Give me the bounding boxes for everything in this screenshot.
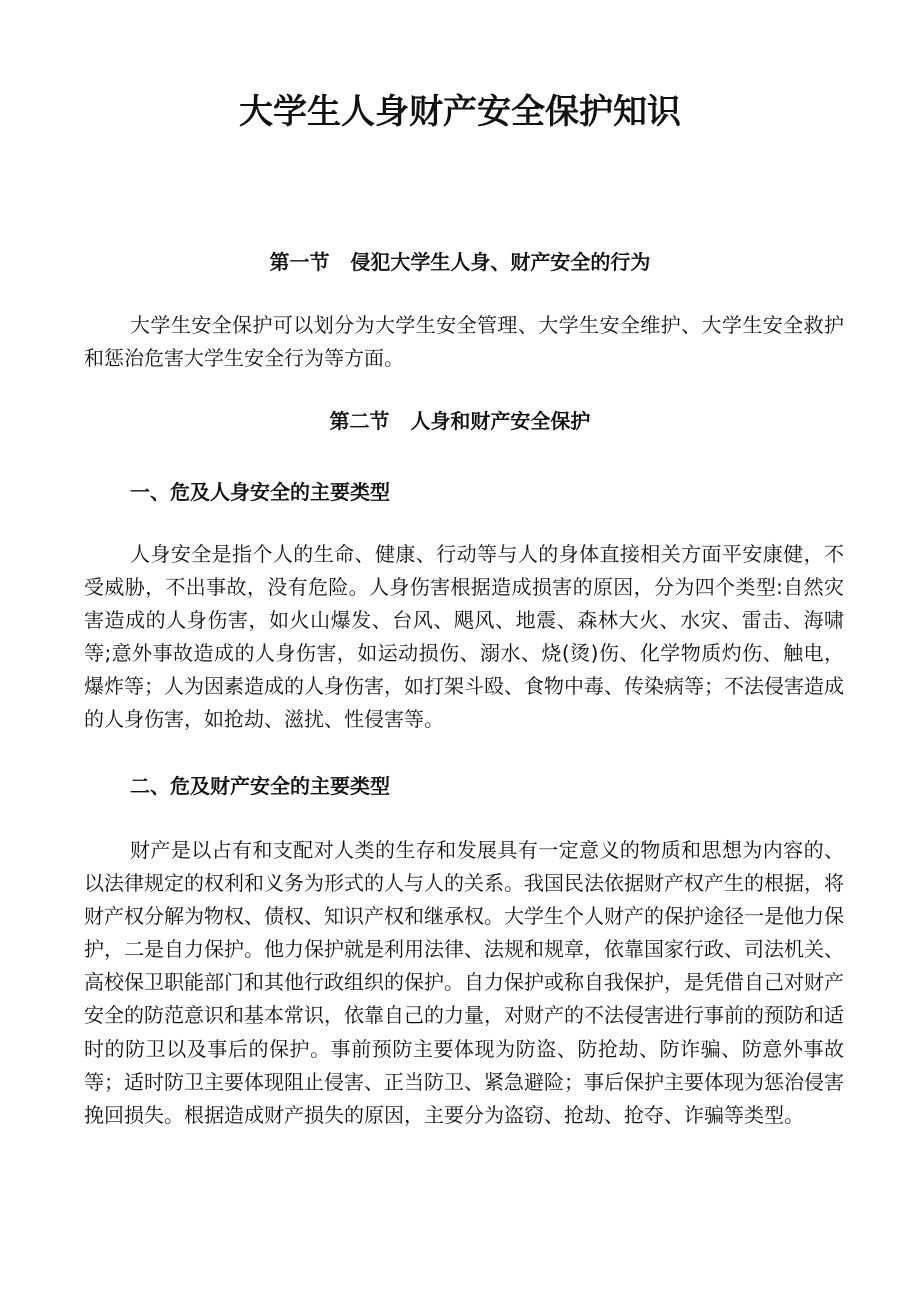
section-2-heading: 第二节 人身和财产安全保护 (329, 409, 591, 433)
document-title: 大学生人身财产安全保护知识 (239, 92, 681, 132)
subsection-1-paragraph: 人身安全是指个人的生命、健康、行动等与人的身体直接相关方面平安康健，不受威胁，不出事故，没有危险。人身伤害根据造成损害的原因，分为四个类型:自然灾害造成的人身伤害，如火山爆发、台风、飓风、地震、森林大火、水灾、雷击、海啸等;意外事故造成的人身伤害，如运动损伤、溺水、烧(烫)伤、化学物质灼伤、触电，爆炸等；人为因素造成的人身伤害，如打架斗殴、食物中毒、传染病等；不法侵害造成的人身伤害，如抢劫、滋扰、性侵害等。 (84, 542, 844, 732)
section-1-heading: 第一节 侵犯大学生人身、财产安全的行为 (269, 250, 651, 274)
subsection-2-heading: 二、危及财产安全的主要类型 (130, 774, 390, 798)
section-1-paragraph: 大学生安全保护可以划分为大学生安全管理、大学生安全维护、大学生安全救护和惩治危害大学生安全行为等方面。 (84, 313, 844, 371)
subsection-1-heading: 一、危及人身安全的主要类型 (130, 480, 390, 504)
subsection-2-paragraph: 财产是以占有和支配对人类的生存和发展具有一定意义的物质和思想为内容的、以法律规定的权利和义务为形式的人与人的关系。我国民法依据财产权产生的根据，将财产权分解为物权、债权、知识产权和继承权。大学生个人财产的保护途径一是他力保护，二是自力保护。他力保护就是利用法律、法规和规章，依靠国家行政、司法机关、高校保卫职能部门和其他行政组织的保护。自力保护或称自我保护，是凭借自己对财产安全的防范意识和基本常识，依靠自己的力量，对财产的不法侵害进行事前的预防和适时的防卫以及事后的保护。事前预防主要体现为防盗、防抢劫、防诈骗、防意外事故等；适时防卫主要体现阻止侵害、正当防卫、紧急避险；事后保护主要体现为惩治侵害挽回损失。根据造成财产损失的原因，主要分为盗窃、抢劫、抢夺、诈骗等类型。 (84, 838, 844, 1127)
